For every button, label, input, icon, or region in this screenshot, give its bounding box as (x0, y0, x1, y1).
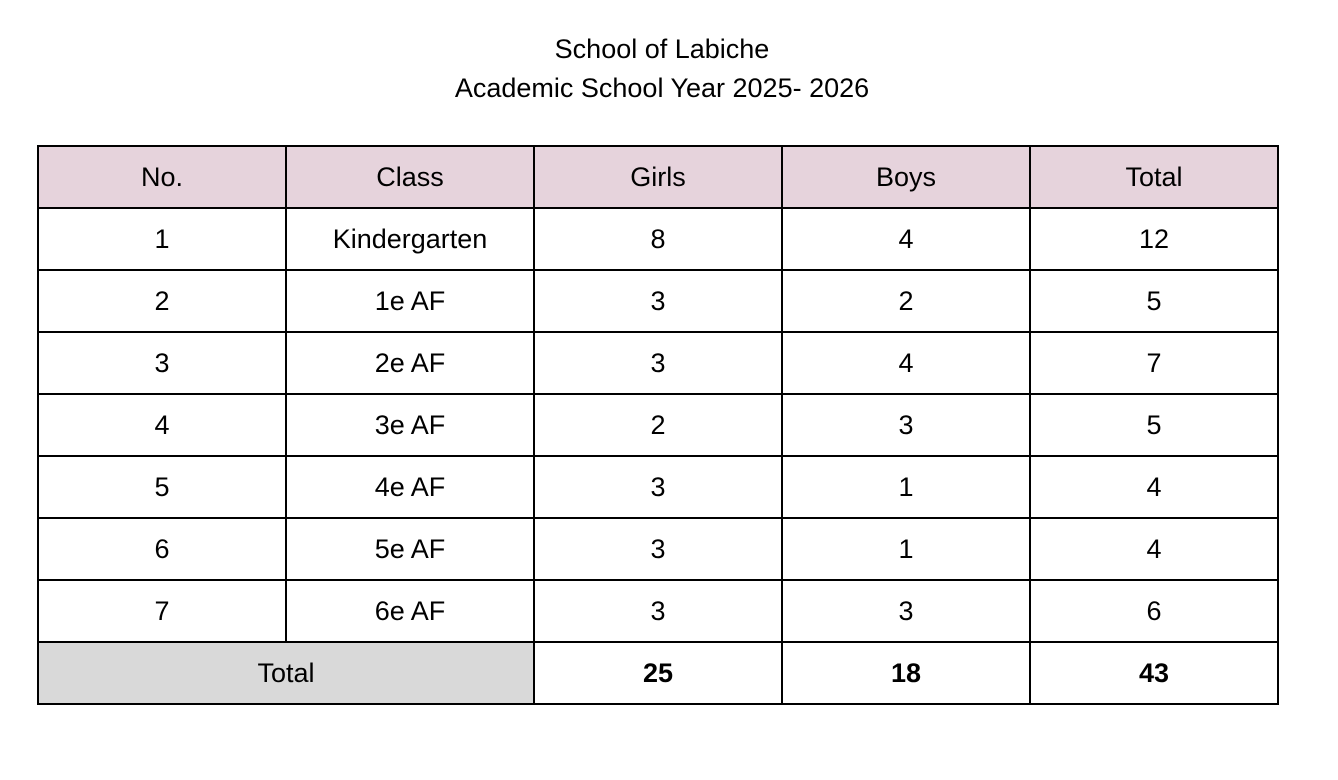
cell-no: 1 (38, 208, 286, 270)
cell-total: 7 (1030, 332, 1278, 394)
table-row (38, 332, 1278, 394)
cell-total: 4 (1030, 518, 1278, 580)
totals-label: Total (38, 642, 534, 704)
totals-row (38, 642, 1278, 704)
academic-year: Academic School Year 2025- 2026 (454, 73, 870, 103)
table-row (38, 518, 1278, 580)
cell-no: 6 (38, 518, 286, 580)
column-header-class: Class (286, 146, 534, 208)
school-name: School of Labiche (554, 34, 770, 64)
column-header-total: Total (1030, 146, 1278, 208)
column-header-boys: Boys (782, 146, 1030, 208)
cell-girls: 3 (534, 270, 782, 332)
cell-no: 3 (38, 332, 286, 394)
cell-class: 2e AF (286, 332, 534, 394)
column-header-girls: Girls (534, 146, 782, 208)
table-footer (38, 642, 1278, 704)
header-row (38, 146, 1278, 208)
cell-boys: 1 (782, 518, 1030, 580)
cell-total: 6 (1030, 580, 1278, 642)
cell-girls: 3 (534, 332, 782, 394)
cell-total: 5 (1030, 270, 1278, 332)
cell-girls: 3 (534, 518, 782, 580)
totals-total: 43 (1030, 642, 1278, 704)
table-row (38, 208, 1278, 270)
cell-total: 4 (1030, 456, 1278, 518)
cell-total: 5 (1030, 394, 1278, 456)
column-header-no: No. (38, 146, 286, 208)
cell-boys: 2 (782, 270, 1030, 332)
table-row (38, 580, 1278, 642)
totals-boys: 18 (782, 642, 1030, 704)
cell-girls: 3 (534, 580, 782, 642)
cell-boys: 4 (782, 332, 1030, 394)
table-row (38, 456, 1278, 518)
cell-class: 1e AF (286, 270, 534, 332)
table-row (38, 270, 1278, 332)
cell-boys: 3 (782, 394, 1030, 456)
cell-boys: 3 (782, 580, 1030, 642)
cell-total: 12 (1030, 208, 1278, 270)
table-row (38, 394, 1278, 456)
cell-no: 7 (38, 580, 286, 642)
totals-girls: 25 (534, 642, 782, 704)
cell-girls: 3 (534, 456, 782, 518)
table-body (38, 208, 1278, 642)
document-title (0, 30, 1324, 108)
cell-class: Kindergarten (286, 208, 534, 270)
cell-boys: 1 (782, 456, 1030, 518)
cell-class: 4e AF (286, 456, 534, 518)
cell-girls: 2 (534, 394, 782, 456)
cell-class: 5e AF (286, 518, 534, 580)
cell-class: 3e AF (286, 394, 534, 456)
enrollment-table (37, 145, 1279, 705)
cell-class: 6e AF (286, 580, 534, 642)
table-header (38, 146, 1278, 208)
cell-boys: 4 (782, 208, 1030, 270)
cell-no: 5 (38, 456, 286, 518)
cell-girls: 8 (534, 208, 782, 270)
cell-no: 4 (38, 394, 286, 456)
cell-no: 2 (38, 270, 286, 332)
